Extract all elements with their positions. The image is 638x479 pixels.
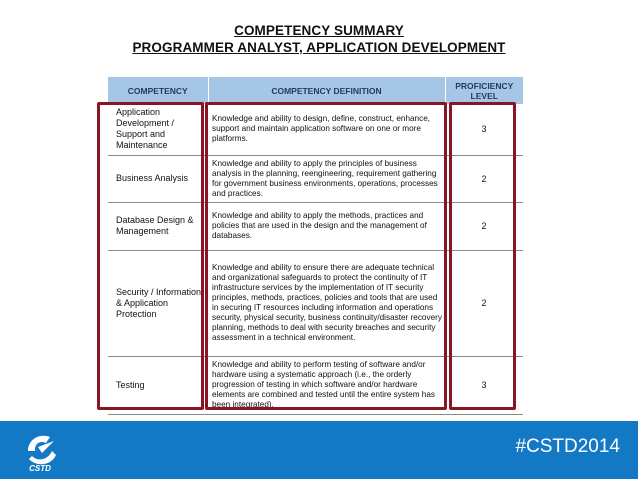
definition-cell: Knowledge and ability to apply the principles of business analysis in the planning, reengineering, requirement gathering for government business environments, operations, processes and practices.	[208, 155, 445, 202]
level-cell: 2	[445, 202, 523, 250]
competency-header: COMPETENCY	[108, 77, 208, 104]
cstd-logo-icon	[20, 429, 60, 473]
svg-text:CSTD: CSTD	[29, 464, 51, 473]
level-cell: 2	[445, 155, 523, 202]
competency-cell: Database Design & Management	[108, 202, 208, 250]
summary-subtitle: PROGRAMMER ANALYST, APPLICATION DEVELOPMENT	[132, 40, 506, 55]
competency-cell: Business Analysis	[108, 155, 208, 202]
table-row	[108, 202, 523, 250]
level-cell: 3	[445, 356, 523, 414]
definition-cell: Knowledge and ability to apply the methods, practices and policies that are used in the design and the management of databases.	[208, 202, 445, 250]
competency-cell: Testing	[108, 356, 208, 414]
competency-cell: Application Development / Support and Maintenance	[108, 104, 208, 155]
table-header-row	[108, 77, 523, 104]
table-row	[108, 356, 523, 414]
competency-cell: Security / Information & Application Protection	[108, 250, 208, 356]
table-row	[108, 104, 523, 155]
competency-table	[108, 77, 523, 415]
definition-header: COMPETENCY DEFINITION	[208, 77, 445, 104]
proficiency-header	[445, 77, 523, 104]
proficiency-header-label: PROFICIENCY LEVEL	[455, 80, 514, 101]
level-cell: 3	[445, 104, 523, 155]
hashtag-label: #CSTD2014	[515, 436, 620, 457]
definition-cell: Knowledge and ability to perform testing of software and/or hardware using a systematic approach (i.e., the orderly progression of testing in which software and/or hardware elements are combined and tested until the entire system has been integrated).	[208, 356, 445, 414]
definition-cell: Knowledge and ability to ensure there are adequate technical and organizational safeguards to protect the continuity of IT infrastructure services by the implementation of IT security principles, methods, practices, policies and tools that are used in securing IT resources including information and operations security, physical security, business continuity/disaster recovery planning, methods to deal with security breaches and security assessment in a technical environment.	[208, 250, 445, 356]
table-row	[108, 155, 523, 202]
definition-cell: Knowledge and ability to design, define, construct, enhance, support and maintain application software on one or more platforms.	[208, 104, 445, 155]
table-row	[108, 250, 523, 356]
level-cell: 2	[445, 250, 523, 356]
summary-title: COMPETENCY SUMMARY	[234, 23, 404, 38]
footer-bar	[0, 421, 638, 479]
